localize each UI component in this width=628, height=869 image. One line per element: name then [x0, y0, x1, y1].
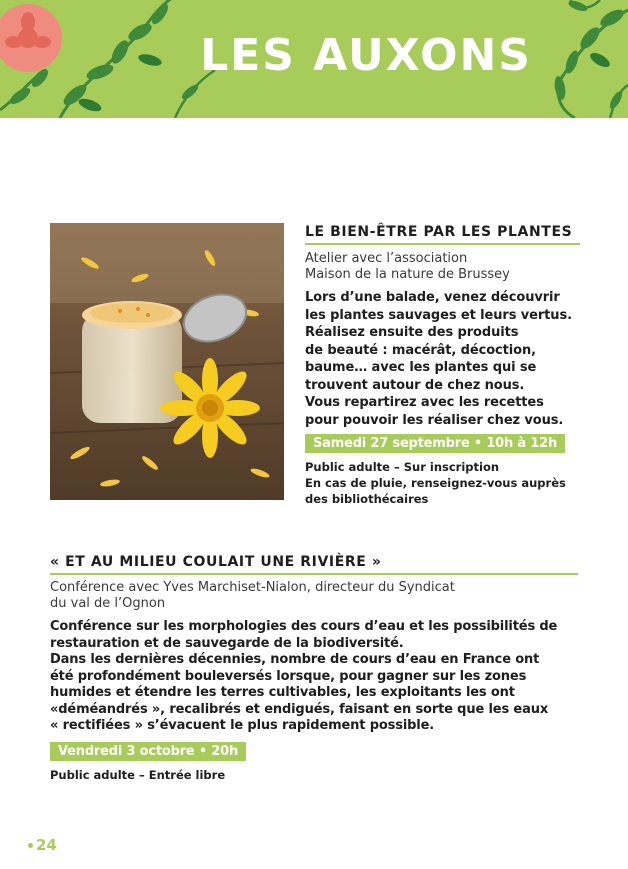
pink-flower-icon	[0, 4, 62, 72]
info-line: des bibliothécaires	[305, 492, 429, 506]
body-line: baume… avec les plantes qui se	[305, 360, 537, 375]
event-info	[305, 459, 580, 507]
body-line: Vous repartirez avec les recettes	[305, 395, 544, 410]
body-line: restauration et de sauvegarde de la biodiversité.	[50, 635, 404, 651]
body-line: Réalisez ensuite des produits	[305, 325, 519, 340]
event-info	[50, 767, 578, 783]
article-body	[50, 619, 578, 735]
body-line: pour pouvoir les réaliser chez vous.	[305, 412, 564, 428]
subtitle-line: Atelier avec l’association	[305, 251, 468, 266]
body-line: Conférence sur les morphologies des cours d’eau et les possibilités de	[50, 619, 558, 634]
body-line: les plantes sauvages et leurs vertus.	[305, 307, 572, 323]
body-line: humides et étendre les terres cultivables, les exploitants les ont	[50, 685, 515, 700]
info-line: Public adulte – Entrée libre	[50, 767, 226, 782]
page-number-value: 24	[36, 836, 57, 854]
body-line: Lors d’une balade, venez découvrir	[305, 290, 560, 305]
body-line: «déméandrés », recalibrés et endigués, faisant en sorte que les eaux	[50, 701, 549, 717]
cream-jar-photo	[50, 223, 284, 500]
subtitle-line: Maison de la nature de Brussey	[305, 267, 510, 282]
cream-jar-with-yellow-flower-icon	[50, 223, 284, 500]
body-line: Dans les dernières décennies, nombre de cours d’eau en France ont	[50, 652, 540, 667]
page-title: LES AUXONS	[200, 30, 532, 81]
body-line: trouvent autour de chez nous.	[305, 377, 525, 393]
body-line: « rectifiées » s’évacuent le plus rapidement possible.	[50, 718, 435, 733]
article-subtitle	[50, 580, 578, 612]
article-body	[305, 289, 580, 429]
subtitle-line: Conférence avec Yves Marchiset-Nialon, directeur du Syndicat	[50, 580, 455, 595]
body-line: de beauté : macérât, décoction,	[305, 342, 536, 358]
article-subtitle	[305, 251, 580, 283]
article-riviere	[50, 554, 578, 783]
page-number	[28, 836, 57, 854]
header-banner	[0, 0, 628, 118]
article-title: « ET AU MILIEU COULAIT UNE RIVIÈRE »	[50, 554, 578, 575]
event-date-badge: Samedi 27 septembre • 10h à 12h	[305, 434, 565, 453]
event-date-badge: Vendredi 3 octobre • 20h	[50, 742, 246, 761]
body-line: été profondément bouleversés lorsque, pour gagner sur les zones	[50, 668, 527, 684]
article-bien-etre	[305, 224, 580, 507]
bullet-icon	[28, 843, 33, 848]
info-line: En cas de pluie, renseignez-vous auprès	[305, 476, 566, 490]
article-title: LE BIEN-ÊTRE PAR LES PLANTES	[305, 224, 580, 245]
subtitle-line: du val de l’Ognon	[50, 596, 166, 611]
info-line: Public adulte – Sur inscription	[305, 460, 500, 474]
